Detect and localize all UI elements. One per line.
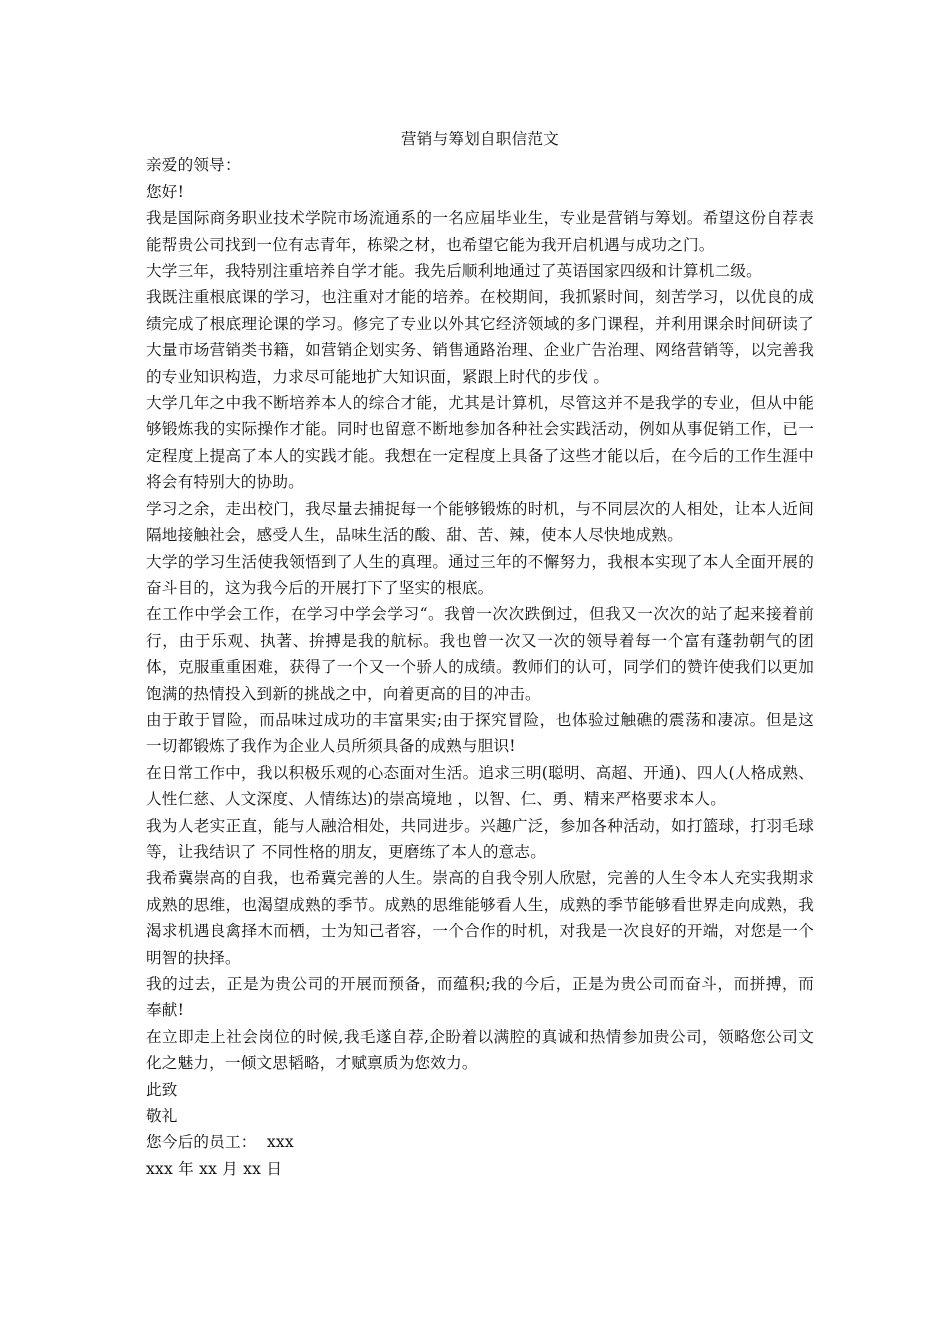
body-paragraph: 由于敢于冒险，而品味过成功的丰富果实;由于探究冒险，也体验过触礁的震荡和凄凉。但是这一切都锻炼了我作为企业人员所须具备的成熟与胆识! xyxy=(146,710,814,756)
salutation: 亲爱的领导： xyxy=(146,156,241,175)
body-paragraph: 我的过去，正是为贵公司的开展而预备，而蕴积;我的今后，正是为贵公司而奋斗，而拼搏，而奉献! xyxy=(146,975,814,1020)
closing-line-2: 敬礼 xyxy=(146,1107,178,1126)
document-title: 营销与筹划自职信范文 xyxy=(401,130,559,148)
body-paragraph: 学习之余，走出校门，我尽量去捕捉每一个能够锻炼的时机，与不同层次的人相处，让本人近间隔地接触社会，感受人生，品味生活的酸、甜、苦、辣，使本人尽快地成熟。 xyxy=(146,499,814,545)
body-paragraph: 我既注重根底课的学习，也注重对才能的培养。在校期间，我抓紧时间，刻苦学习，以优良的成绩完成了根底理论课的学习。修完了专业以外其它经济领域的多门课程，并利用课余时间研读了大量市场营销类书籍，如营销企划实务、销售通路治理、企业广告治理、网络营销等，以完善我的专业知识构造，力求尽可能地扩大知识面，紧跟上时代的步伐 。 xyxy=(146,288,814,386)
signature: 您今后的员工： xxx xyxy=(146,1133,294,1152)
body-paragraph: 我是国际商务职业技术学院市场流通系的一名应届毕业生，专业是营销与筹划。希望这份自荐表能帮贵公司找到一位有志青年，栋梁之材，也希望它能为我开启机遇与成功之门。 xyxy=(146,209,814,254)
body-paragraph: 在工作中学会工作，在学习中学会学习“。我曾一次次跌倒过，但我又一次次的站了起来接着前行，由于乐观、执著、拚搏是我的航标。我也曾一次又一次的领导着每一个富有蓬勃朝气的团体，克服重重困难，获得了一个又一个骄人的成绩。教师们的认可，同学们的赞许使我们以更加饱满的热情投入到新的挑战之中，向着更高的目的冲击。 xyxy=(146,605,814,703)
letter-page xyxy=(146,126,814,1182)
body-paragraph: 在日常工作中，我以积极乐观的心态面对生活。追求三明(聪明、高超、开通)、四人(人格成熟、人性仁慈、人文深度、人情练达)的崇高境地 ，以智、仁、勇、精来严格要求本人。 xyxy=(146,763,814,809)
body-paragraph: 大学的学习生活使我领悟到了人生的真理。通过三年的不懈努力，我根本实现了本人全面开展的奋斗目的，这为我今后的开展打下了坚实的根底。 xyxy=(146,552,814,597)
body-paragraph: 我希冀崇高的自我，也希冀完善的人生。崇高的自我令别人欣慰，完善的人生令本人充实我期求成熟的思维，也渴望成熟的季节。成熟的思维能够看人生，成熟的季节能够看世界走向成熟，我渴求机遇良禽择木而栖，士为知己者容，一个合作的时机，对我是一次良好的开端，对您是一个明智的抉择。 xyxy=(146,869,814,967)
body-paragraph: 我为人老实正直，能与人融洽相处，共同进步。兴趣广泛，参加各种活动，如打篮球，打羽毛球等，让我结识了 不同性格的朋友，更磨练了本人的意志。 xyxy=(146,816,814,861)
body-paragraph: 在立即走上社会岗位的时候,我毛遂自荐,企盼着以满腔的真诚和热情参加贵公司，领略您公司文化之魅力，一倾文思韬略，才赋禀质为您效力。 xyxy=(146,1027,814,1073)
body-paragraph: 大学三年，我特别注重培养自学才能。我先后顺利地通过了英语国家四级和计算机二级。 xyxy=(146,262,762,281)
closing-line-1: 此致 xyxy=(146,1080,178,1099)
greeting: 您好! xyxy=(146,182,185,201)
body-paragraph: 大学几年之中我不断培养本人的综合才能，尤其是计算机，尽管这并不是我学的专业，但从中能够锻炼我的实际操作才能。同时也留意不断地参加各种社会实践活动，例如从事促销工作，已一定程度上提高了本人的实践才能。我想在一定程度上具备了这些才能以后，在今后的工作生涯中将会有特别大的协助。 xyxy=(146,394,814,492)
date: xxx 年 xx 月 xx 日 xyxy=(146,1159,283,1178)
